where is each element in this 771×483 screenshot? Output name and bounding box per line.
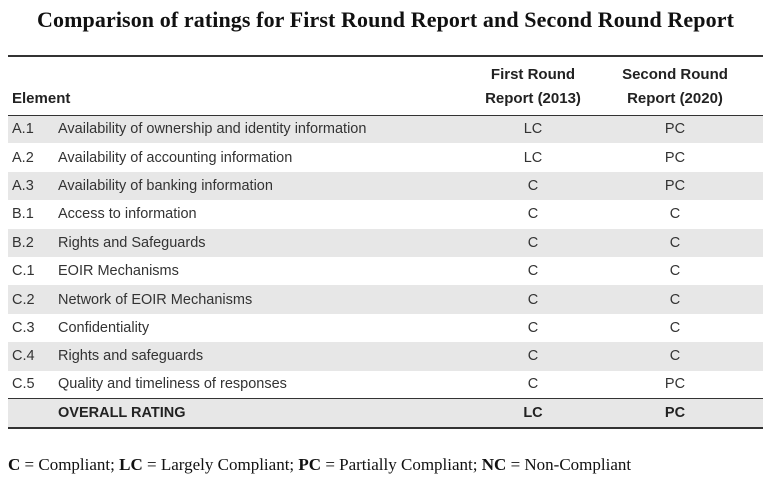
overall-rating-first-round: LC	[479, 399, 587, 428]
element-name-cell: Access to information	[58, 206, 197, 223]
overall-rating-label: OVERALL RATING	[58, 399, 479, 428]
second-round-rating-cell: C	[669, 291, 681, 308]
legend-abbreviation: PC	[298, 455, 322, 474]
element-name-cell: Quality and timeliness of responses	[58, 376, 287, 393]
legend-abbreviation: C	[8, 455, 21, 474]
column-header-second-round-line1: Second Round	[622, 65, 728, 83]
table-row	[8, 342, 763, 370]
table-row	[8, 172, 763, 200]
element-code-cell: C.5	[12, 376, 35, 393]
second-round-rating-cell: PC	[664, 121, 686, 138]
table-row	[8, 371, 763, 399]
page-title: Comparison of ratings for First Round Report and Second Round Report	[37, 7, 734, 32]
second-round-rating-cell: C	[669, 319, 681, 336]
element-code-cell: C.3	[12, 319, 35, 336]
second-round-rating-cell: PC	[664, 177, 686, 194]
ratings-table	[8, 55, 763, 429]
first-round-rating-cell: LC	[523, 149, 543, 166]
legend-definition: = Partially Compliant;	[321, 455, 482, 474]
legend-definition: = Largely Compliant;	[142, 455, 299, 474]
first-round-rating-cell: C	[527, 348, 539, 365]
element-name-cell: Availability of accounting information	[58, 149, 293, 166]
element-code-cell: A.1	[12, 121, 34, 138]
table-row	[8, 200, 763, 228]
table-row	[8, 143, 763, 171]
element-name-cell: Rights and safeguards	[58, 348, 204, 365]
column-header-element	[8, 56, 479, 115]
legend-definition: = Non-Compliant	[506, 455, 632, 474]
overall-rating-row	[8, 399, 763, 428]
header-row	[8, 56, 763, 115]
first-round-rating-cell: C	[527, 291, 539, 308]
element-name-cell: EOIR Mechanisms	[58, 263, 179, 280]
table-row	[8, 229, 763, 257]
first-round-rating-cell: C	[527, 376, 539, 393]
second-round-rating-cell: C	[669, 234, 681, 251]
element-code-cell: B.1	[12, 206, 34, 223]
element-name-cell: Availability of ownership and identity information	[58, 121, 367, 138]
overall-rating-code-cell	[8, 399, 58, 428]
first-round-rating-cell: C	[527, 263, 539, 280]
column-header-second-round	[587, 56, 763, 115]
second-round-rating-cell: PC	[664, 376, 686, 393]
element-code-cell: A.3	[12, 177, 34, 194]
first-round-rating-cell: C	[527, 319, 539, 336]
element-name-cell: Availability of banking information	[58, 177, 273, 194]
element-code-cell: B.2	[12, 234, 34, 251]
element-name-cell: Rights and Safeguards	[58, 234, 206, 251]
table-row	[8, 115, 763, 143]
column-header-first-round-line2: Report (2013)	[485, 89, 581, 107]
element-code-cell: C.4	[12, 348, 35, 365]
element-code-cell: C.2	[12, 291, 35, 308]
first-round-rating-cell: LC	[523, 121, 543, 138]
element-name-cell: Network of EOIR Mechanisms	[58, 291, 253, 308]
table-header	[8, 56, 763, 115]
table-row	[8, 314, 763, 342]
legend-abbreviation: LC	[119, 455, 143, 474]
element-code-cell: C.1	[12, 263, 35, 280]
first-round-rating-cell: C	[527, 234, 539, 251]
second-round-rating-cell: C	[669, 206, 681, 223]
element-name-cell: Confidentiality	[58, 319, 150, 336]
table-body	[8, 115, 763, 428]
element-code-cell: A.2	[12, 149, 34, 166]
table-row	[8, 285, 763, 313]
column-header-element-label: Element	[12, 89, 71, 107]
ratings-legend	[8, 455, 768, 475]
table-row	[8, 257, 763, 285]
second-round-rating-cell: C	[669, 263, 681, 280]
legend-definition: = Compliant;	[20, 455, 120, 474]
first-round-rating-cell: C	[527, 206, 539, 223]
column-header-first-round	[479, 56, 587, 115]
legend-abbreviation: NC	[481, 455, 507, 474]
first-round-rating-cell: C	[527, 177, 539, 194]
column-header-second-round-line2: Report (2020)	[627, 89, 723, 107]
overall-rating-second-round: PC	[587, 399, 763, 428]
ratings-table-container	[8, 55, 763, 429]
column-header-first-round-line1: First Round	[490, 65, 576, 83]
second-round-rating-cell: PC	[664, 149, 686, 166]
second-round-rating-cell: C	[669, 348, 681, 365]
